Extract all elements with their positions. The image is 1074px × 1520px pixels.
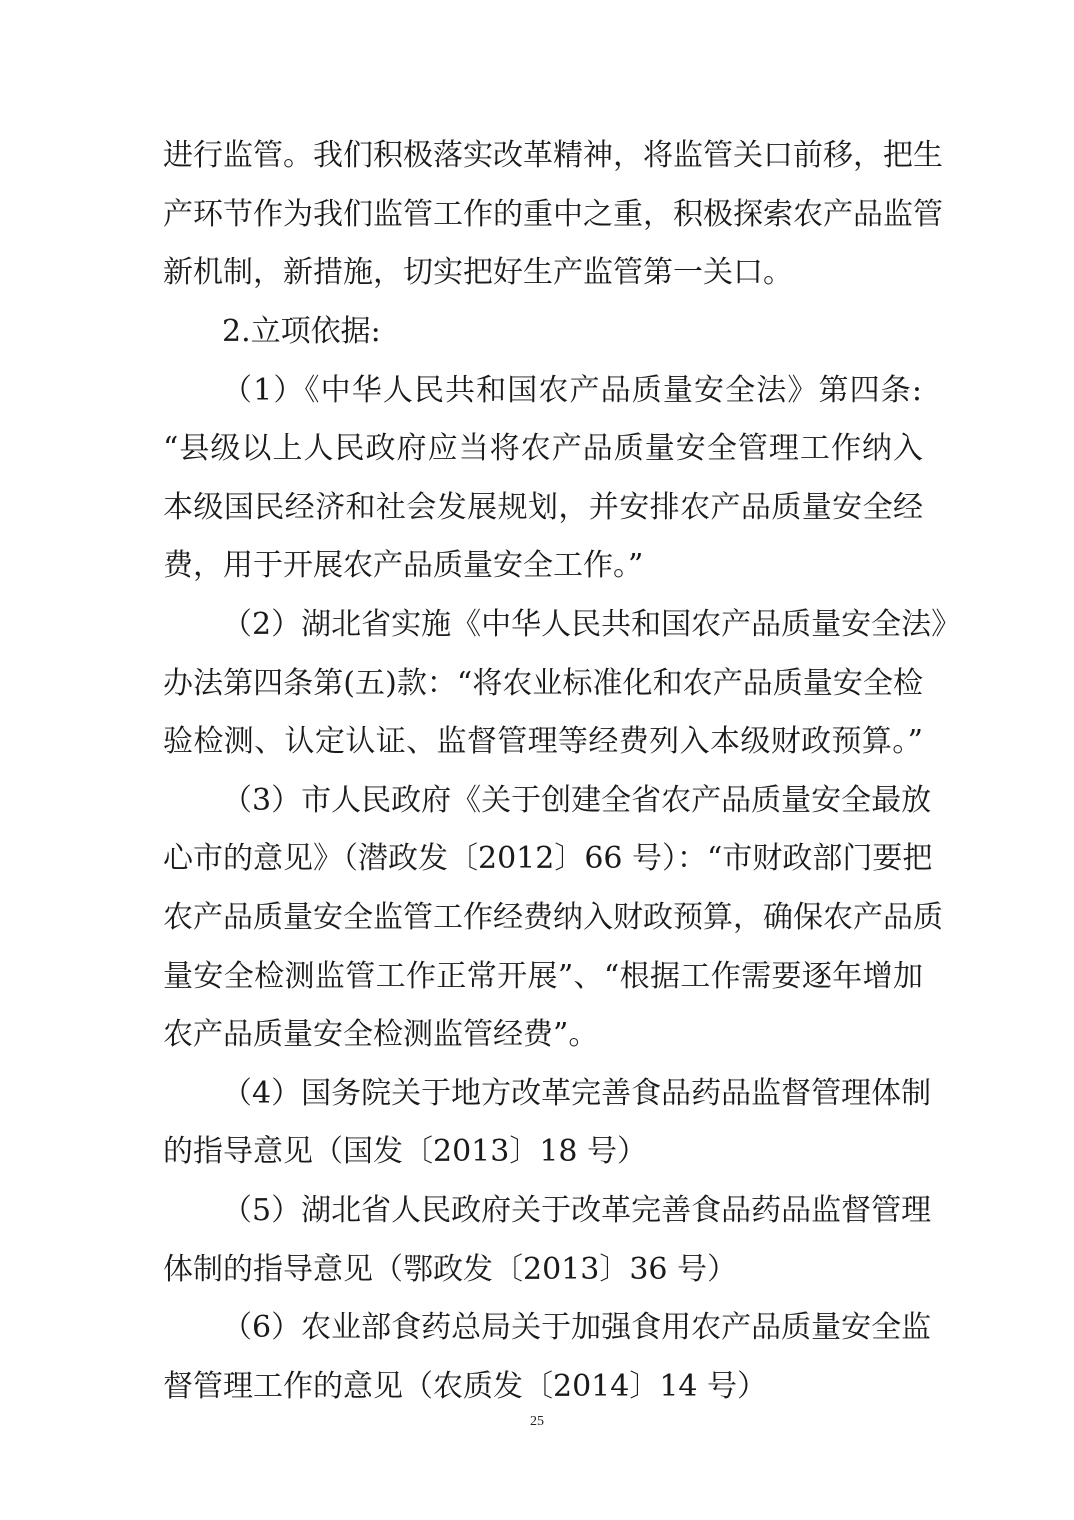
body-line: 体制的指导意见（鄂政发〔2013〕36 号）	[163, 1252, 738, 1287]
body-line: 办法第四条第(五)款：“将农业标准化和农产品质量安全检	[163, 666, 923, 701]
body-line: 农产品质量安全监管工作经费纳入财政预算，确保农产品质	[163, 900, 943, 935]
body-line: 量安全检测监管工作正常开展”、“根据工作需要逐年增加	[163, 959, 923, 994]
body-line: 的指导意见（国发〔2013〕18 号）	[163, 1134, 648, 1169]
page-number: 25	[530, 1414, 544, 1429]
body-line: 产环节作为我们监管工作的重中之重，积极探索农产品监管	[163, 197, 943, 232]
body-line: （2）湖北省实施《中华人民共和国农产品质量安全法》	[222, 607, 962, 642]
body-line: 督管理工作的意见（农质发〔2014〕14 号）	[163, 1369, 768, 1404]
body-line: 新机制，新措施，切实把好生产监管第一关口。	[163, 255, 793, 290]
body-line: 本级国民经济和社会发展规划，并安排农产品质量安全经	[163, 490, 923, 525]
body-line: 进行监管。我们积极落实改革精神，将监管关口前移，把生	[163, 138, 943, 173]
body-line: “县级以上人民政府应当将农产品质量安全管理工作纳入	[163, 431, 923, 466]
body-line: （6）农业部食药总局关于加强食用农产品质量安全监	[222, 1310, 932, 1345]
body-line: 验检测、认定认证、监督管理等经费列入本级财政预算。”	[163, 724, 923, 759]
section-heading: 2.立项依据:	[222, 314, 381, 349]
body-line: 费，用于开展农产品质量安全工作。”	[163, 548, 644, 583]
body-line: 农产品质量安全检测监管经费”。	[163, 1017, 599, 1052]
body-line: 心市的意见》（潜政发〔2012〕66 号）：“市财政部门要把	[163, 841, 933, 876]
body-line: （5）湖北省人民政府关于改革完善食品药品监督管理	[222, 1193, 932, 1228]
body-line: （1）《中华人民共和国农产品质量安全法》第四条:	[222, 373, 922, 408]
body-line: （4）国务院关于地方改革完善食品药品监督管理体制	[222, 1076, 932, 1111]
body-line: （3）市人民政府《关于创建全省农产品质量安全最放	[222, 783, 932, 818]
